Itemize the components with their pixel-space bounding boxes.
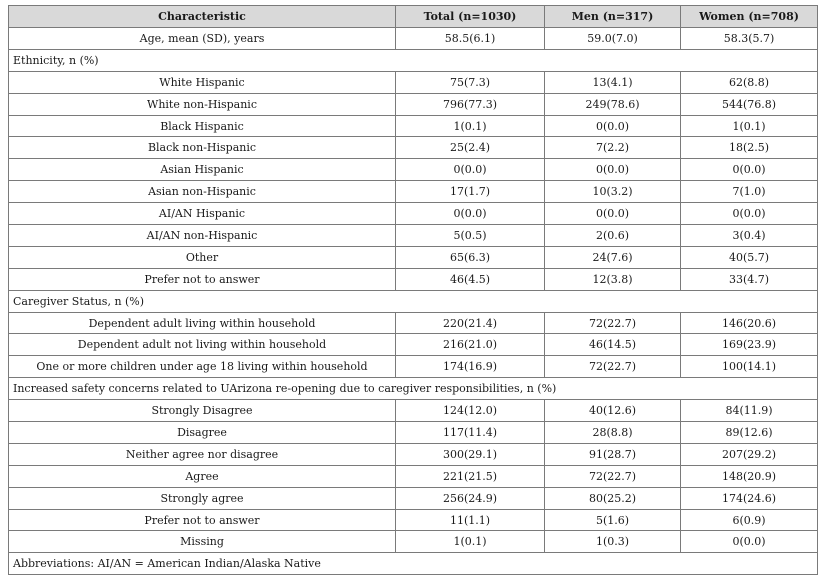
cell-men: 7(2.2) [545, 137, 681, 159]
cell-women: 0(0.0) [681, 203, 818, 225]
table-row [9, 115, 818, 137]
cell-total: 124(12.0) [396, 400, 545, 422]
cell-women: 100(14.1) [681, 356, 818, 378]
cell-men: 13(4.1) [545, 71, 681, 93]
cell-women: 33(4.7) [681, 268, 818, 290]
cell-women: 0(0.0) [681, 531, 818, 553]
header-men: Men (n=317) [545, 6, 681, 28]
cell-men: 1(0.3) [545, 531, 681, 553]
section-label: Increased safety concerns related to UArizona re-opening due to caregiver responsibilities, n (%) [9, 378, 818, 400]
table-row [9, 531, 818, 553]
cell-total: 5(0.5) [396, 225, 545, 247]
row-label: Strongly agree [9, 487, 396, 509]
header-women: Women (n=708) [681, 6, 818, 28]
table-row [9, 422, 818, 444]
row-label: Missing [9, 531, 396, 553]
cell-women: 6(0.9) [681, 509, 818, 531]
cell-women: 18(2.5) [681, 137, 818, 159]
row-label: Neither agree nor disagree [9, 443, 396, 465]
table-row [9, 28, 818, 50]
cell-total: 75(7.3) [396, 71, 545, 93]
section-label: Caregiver Status, n (%) [9, 290, 818, 312]
cell-total: 1(0.1) [396, 115, 545, 137]
row-label: Other [9, 246, 396, 268]
cell-women: 207(29.2) [681, 443, 818, 465]
cell-men: 5(1.6) [545, 509, 681, 531]
section-label: Ethnicity, n (%) [9, 49, 818, 71]
cell-total: 796(77.3) [396, 93, 545, 115]
table-row [9, 443, 818, 465]
cell-women: 169(23.9) [681, 334, 818, 356]
cell-men: 80(25.2) [545, 487, 681, 509]
cell-women: 84(11.9) [681, 400, 818, 422]
cell-men: 59.0(7.0) [545, 28, 681, 50]
cell-women: 1(0.1) [681, 115, 818, 137]
cell-total: 256(24.9) [396, 487, 545, 509]
row-label: One or more children under age 18 living within household [9, 356, 396, 378]
header-total: Total (n=1030) [396, 6, 545, 28]
cell-total: 221(21.5) [396, 465, 545, 487]
cell-men: 72(22.7) [545, 465, 681, 487]
cell-total: 117(11.4) [396, 422, 545, 444]
table-row [9, 137, 818, 159]
table-row [9, 203, 818, 225]
cell-men: 249(78.6) [545, 93, 681, 115]
cell-total: 46(4.5) [396, 268, 545, 290]
table-row [9, 181, 818, 203]
table-row [9, 225, 818, 247]
cell-men: 0(0.0) [545, 159, 681, 181]
cell-men: 91(28.7) [545, 443, 681, 465]
table-row [9, 487, 818, 509]
table-row [9, 159, 818, 181]
cell-total: 0(0.0) [396, 159, 545, 181]
cell-men: 2(0.6) [545, 225, 681, 247]
cell-men: 10(3.2) [545, 181, 681, 203]
cell-total: 17(1.7) [396, 181, 545, 203]
section-row [9, 378, 818, 400]
cell-women: 58.3(5.7) [681, 28, 818, 50]
cell-men: 46(14.5) [545, 334, 681, 356]
cell-men: 40(12.6) [545, 400, 681, 422]
row-label: Asian Hispanic [9, 159, 396, 181]
footnote: Abbreviations: AI/AN = American Indian/Alaska Native [9, 553, 818, 575]
cell-total: 174(16.9) [396, 356, 545, 378]
cell-men: 0(0.0) [545, 203, 681, 225]
section-row [9, 49, 818, 71]
header-characteristic: Characteristic [9, 6, 396, 28]
table-header-row [9, 6, 818, 28]
row-label: Prefer not to answer [9, 509, 396, 531]
row-label: Black Hispanic [9, 115, 396, 137]
table-row [9, 312, 818, 334]
cell-men: 72(22.7) [545, 356, 681, 378]
cell-women: 7(1.0) [681, 181, 818, 203]
table-row [9, 246, 818, 268]
cell-women: 62(8.8) [681, 71, 818, 93]
demographics-table [8, 5, 818, 575]
cell-men: 24(7.6) [545, 246, 681, 268]
footnote-row [9, 553, 818, 575]
cell-women: 174(24.6) [681, 487, 818, 509]
table-row [9, 465, 818, 487]
cell-total: 220(21.4) [396, 312, 545, 334]
row-label: Strongly Disagree [9, 400, 396, 422]
cell-total: 11(1.1) [396, 509, 545, 531]
row-label: Disagree [9, 422, 396, 444]
cell-men: 12(3.8) [545, 268, 681, 290]
row-label: Asian non-Hispanic [9, 181, 396, 203]
cell-total: 216(21.0) [396, 334, 545, 356]
cell-total: 25(2.4) [396, 137, 545, 159]
row-label: Black non-Hispanic [9, 137, 396, 159]
row-label: AI/AN Hispanic [9, 203, 396, 225]
row-label: Prefer not to answer [9, 268, 396, 290]
table-row [9, 268, 818, 290]
row-label: Dependent adult not living within household [9, 334, 396, 356]
section-row [9, 290, 818, 312]
table-row [9, 509, 818, 531]
row-label: White Hispanic [9, 71, 396, 93]
cell-total: 300(29.1) [396, 443, 545, 465]
cell-men: 0(0.0) [545, 115, 681, 137]
cell-men: 72(22.7) [545, 312, 681, 334]
table-row [9, 400, 818, 422]
cell-women: 3(0.4) [681, 225, 818, 247]
cell-women: 0(0.0) [681, 159, 818, 181]
row-label: Dependent adult living within household [9, 312, 396, 334]
cell-total: 0(0.0) [396, 203, 545, 225]
cell-women: 89(12.6) [681, 422, 818, 444]
table-row [9, 356, 818, 378]
cell-total: 65(6.3) [396, 246, 545, 268]
cell-total: 58.5(6.1) [396, 28, 545, 50]
row-label: Age, mean (SD), years [9, 28, 396, 50]
cell-women: 40(5.7) [681, 246, 818, 268]
row-label: White non-Hispanic [9, 93, 396, 115]
row-label: Agree [9, 465, 396, 487]
row-label: AI/AN non-Hispanic [9, 225, 396, 247]
table-row [9, 71, 818, 93]
table-row [9, 93, 818, 115]
cell-women: 148(20.9) [681, 465, 818, 487]
cell-women: 146(20.6) [681, 312, 818, 334]
cell-men: 28(8.8) [545, 422, 681, 444]
cell-total: 1(0.1) [396, 531, 545, 553]
table-body [9, 28, 818, 553]
cell-women: 544(76.8) [681, 93, 818, 115]
table-row [9, 334, 818, 356]
